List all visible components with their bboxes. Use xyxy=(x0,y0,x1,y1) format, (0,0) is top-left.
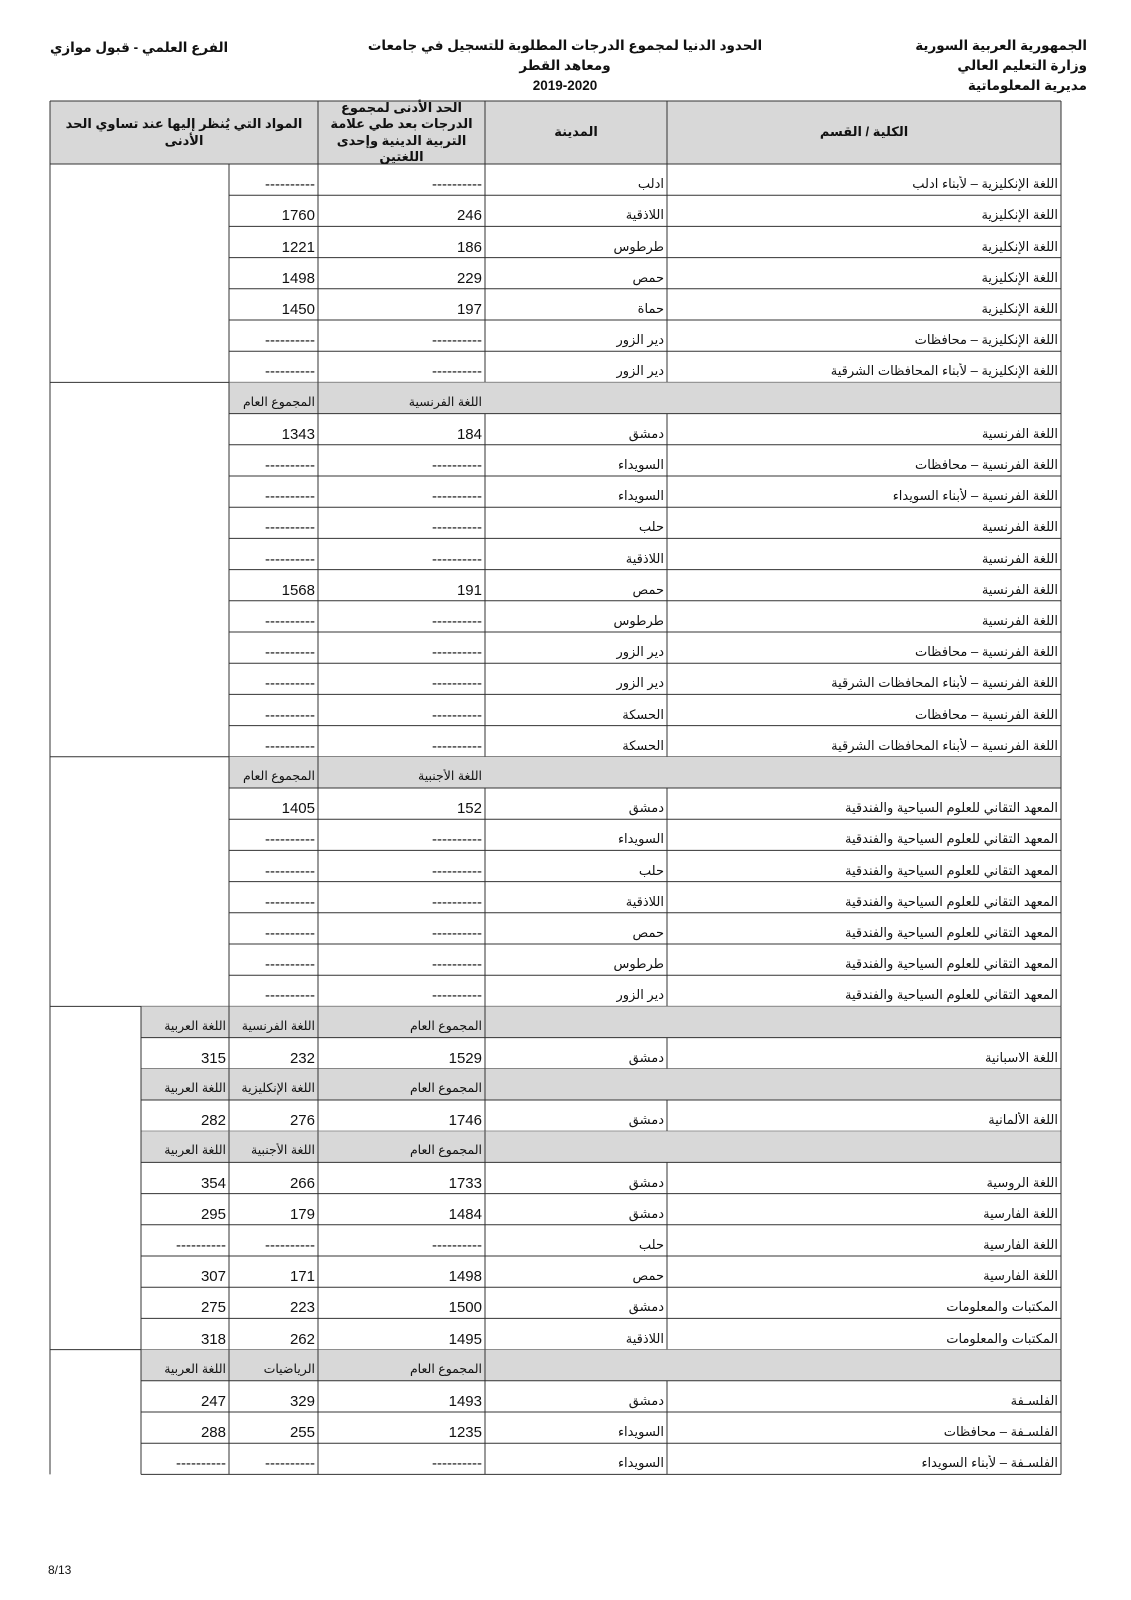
subheader-label: المجموع العام xyxy=(409,1081,482,1095)
city-cell: طرطوس xyxy=(613,613,664,628)
score-cell: ---------- xyxy=(265,925,315,942)
faculty-cell: اللغة الفرنسية – محافظات xyxy=(914,457,1058,472)
score-cell: ---------- xyxy=(432,488,482,506)
subheader-label: المجموع العام xyxy=(409,1143,482,1158)
score-cell: 246 xyxy=(456,207,482,225)
faculty-cell: اللغة الفرنسية xyxy=(981,519,1058,535)
score-cell: ---------- xyxy=(265,675,315,693)
score-cell: ---------- xyxy=(265,862,315,880)
score-cell: ---------- xyxy=(265,519,315,537)
score-cell: 315 xyxy=(200,1049,226,1067)
score-cell: ---------- xyxy=(432,332,482,350)
score-cell: ---------- xyxy=(265,987,315,1005)
score-cell: ---------- xyxy=(432,893,482,911)
score-cell: 1405 xyxy=(281,800,315,818)
city-cell: السويداء xyxy=(617,457,664,472)
score-cell: ---------- xyxy=(265,1237,315,1254)
score-cell: ---------- xyxy=(432,519,482,537)
faculty-cell: اللغة الإنكليزية xyxy=(981,238,1058,254)
title-text: الحدود الدنيا لمجموع الدرجات المطلوبة للتسجيل في جامعات ومعاهد القطر xyxy=(367,38,763,73)
score-cell: ---------- xyxy=(265,893,315,911)
score-cell: 152 xyxy=(456,800,482,818)
score-cell: ---------- xyxy=(176,1237,226,1254)
city-cell: دير الزور xyxy=(616,675,664,691)
score-cell: 318 xyxy=(200,1330,226,1348)
score-cell: 1495 xyxy=(448,1330,482,1348)
faculty-cell: المعهد التقاني للعلوم السياحية والفندقية xyxy=(845,925,1058,940)
subheader-label: اللغة الأجنبية xyxy=(418,769,482,783)
score-cell: 179 xyxy=(289,1205,315,1223)
faculty-cell: اللغة الفرنسية xyxy=(981,550,1058,566)
faculty-cell: اللغة الفارسية xyxy=(983,1237,1058,1252)
score-cell: 197 xyxy=(456,301,482,318)
city-cell: الحسكة xyxy=(622,737,664,753)
score-cell: 1498 xyxy=(281,269,315,287)
city-cell: حمص xyxy=(632,1268,664,1284)
score-cell: ---------- xyxy=(432,457,482,474)
score-cell: ---------- xyxy=(265,550,315,568)
faculty-cell: اللغة الاسبانية xyxy=(984,1049,1058,1065)
city-cell: دمشق xyxy=(628,800,664,816)
score-cell: 295 xyxy=(200,1205,226,1223)
city-cell: السويداء xyxy=(617,831,664,847)
city-cell: ادلب xyxy=(637,176,664,192)
header-branch: الفرع العلمي - قبول موازي xyxy=(50,40,229,55)
city-cell: دمشق xyxy=(628,1049,664,1065)
faculty-cell: المعهد التقاني للعلوم السياحية والفندقية xyxy=(845,831,1058,847)
faculty-cell: المكتبات والمعلومات xyxy=(946,1330,1058,1346)
score-cell: ---------- xyxy=(432,1237,482,1254)
header-subjects: المواد التي يُنظر إليها عند تساوي الحد الأدنى xyxy=(65,116,303,148)
score-cell: 1450 xyxy=(281,301,315,318)
score-cell: ---------- xyxy=(432,706,482,724)
city-cell: الحسكة xyxy=(622,706,664,722)
faculty-cell: اللغة الفرنسية – لأبناء المحافظات الشرقية xyxy=(831,737,1058,753)
header-ministry-name: وزارة التعليم العالي xyxy=(957,58,1087,73)
faculty-cell: اللغة الإنكليزية – لأبناء المحافظات الشرقية xyxy=(830,363,1058,379)
score-cell: 1500 xyxy=(448,1299,482,1317)
score-cell: ---------- xyxy=(432,737,482,755)
city-cell: دير الزور xyxy=(616,987,664,1003)
subheader-label: الرياضيات xyxy=(263,1361,315,1376)
faculty-cell: الفلسـفة xyxy=(1010,1393,1058,1408)
header-city: المدينة xyxy=(554,124,598,140)
faculty-cell: المعهد التقاني للعلوم السياحية والفندقية xyxy=(845,862,1058,878)
city-cell: دمشق xyxy=(628,1112,664,1128)
score-cell: 288 xyxy=(200,1424,226,1442)
score-cell: 307 xyxy=(200,1268,226,1286)
city-cell: دمشق xyxy=(628,1299,664,1315)
score-cell: 1235 xyxy=(448,1424,482,1442)
city-cell: اللاذقية xyxy=(625,550,664,566)
faculty-cell: الفلسـفة – محافظات xyxy=(943,1424,1058,1440)
faculty-cell: اللغة الإنكليزية xyxy=(981,207,1058,223)
score-cell: ---------- xyxy=(265,176,315,194)
score-cell: ---------- xyxy=(432,550,482,568)
score-cell: ---------- xyxy=(176,1455,226,1473)
faculty-cell: المعهد التقاني للعلوم السياحية والفندقية xyxy=(845,800,1058,816)
subheader-label: اللغة الفرنسية xyxy=(408,394,482,409)
city-cell: حلب xyxy=(638,862,664,878)
score-cell: 171 xyxy=(289,1268,315,1286)
score-cell: 1484 xyxy=(448,1205,482,1223)
faculty-cell: المكتبات والمعلومات xyxy=(946,1299,1058,1315)
subheader-label: اللغة الأجنبية xyxy=(251,1143,315,1158)
city-cell: حمص xyxy=(632,269,664,285)
city-cell: حمص xyxy=(632,925,664,940)
faculty-cell: اللغة الفرنسية – لأبناء السويداء xyxy=(892,488,1058,504)
title-year: 2019-2020 xyxy=(532,78,598,93)
score-cell: ---------- xyxy=(432,862,482,880)
subheader-label: المجموع العام xyxy=(409,1018,482,1033)
score-cell: ---------- xyxy=(432,363,482,381)
score-cell: 1568 xyxy=(281,581,315,599)
score-cell: 1343 xyxy=(281,425,315,443)
city-cell: حلب xyxy=(638,519,664,535)
city-cell: حمص xyxy=(632,581,664,597)
faculty-cell: اللغة الفرنسية xyxy=(981,425,1058,441)
city-cell: اللاذقية xyxy=(625,1330,664,1346)
city-cell: دمشق xyxy=(628,425,664,441)
header-country: الجمهورية العربية السورية xyxy=(915,38,1087,53)
faculty-cell: اللغة الفرنسية xyxy=(981,613,1058,628)
score-cell: 1746 xyxy=(448,1112,482,1130)
score-cell: ---------- xyxy=(432,176,482,194)
score-cell: 1760 xyxy=(281,207,315,225)
city-cell: دمشق xyxy=(628,1393,664,1408)
faculty-cell: اللغة الفارسية xyxy=(983,1268,1058,1284)
faculty-cell: اللغة الألمانية xyxy=(988,1112,1058,1128)
score-cell: 276 xyxy=(289,1112,315,1130)
score-cell: 255 xyxy=(289,1424,315,1442)
score-cell: 329 xyxy=(289,1393,315,1410)
city-cell: حلب xyxy=(638,1237,664,1252)
score-cell: 186 xyxy=(456,238,482,256)
score-cell: 1733 xyxy=(448,1174,482,1192)
score-cell: 354 xyxy=(200,1174,226,1192)
page-number: 8/13 xyxy=(48,1563,72,1577)
score-cell: ---------- xyxy=(432,831,482,849)
score-cell: 232 xyxy=(289,1049,315,1067)
faculty-cell: اللغة الفرنسية – لأبناء المحافظات الشرقية xyxy=(831,675,1058,691)
subheader-label: اللغة العربية xyxy=(164,1143,226,1158)
score-cell: ---------- xyxy=(265,956,315,974)
score-cell: ---------- xyxy=(432,956,482,974)
header-directorate: مديرية المعلوماتية xyxy=(967,78,1087,93)
subheader-label: المجموع العام xyxy=(242,394,315,409)
city-cell: دير الزور xyxy=(616,332,664,348)
score-cell: ---------- xyxy=(265,706,315,724)
faculty-cell: المعهد التقاني للعلوم السياحية والفندقية xyxy=(845,987,1058,1003)
score-cell: ---------- xyxy=(265,332,315,350)
faculty-cell: اللغة الإنكليزية xyxy=(981,269,1058,285)
score-cell: 191 xyxy=(456,581,482,599)
city-cell: السويداء xyxy=(617,488,664,504)
score-cell: ---------- xyxy=(265,644,315,662)
subheader-label: المجموع العام xyxy=(409,1361,482,1376)
faculty-cell: اللغة الإنكليزية xyxy=(981,301,1058,316)
score-cell: ---------- xyxy=(432,925,482,942)
city-cell: اللاذقية xyxy=(625,207,664,223)
subheader-label: اللغة الفرنسية xyxy=(241,1018,315,1033)
faculty-cell: الفلسـفة – لأبناء السويداء xyxy=(921,1455,1058,1471)
city-cell: دمشق xyxy=(628,1205,664,1221)
faculty-cell: اللغة الإنكليزية – لأبناء ادلب xyxy=(912,176,1058,192)
score-cell: 275 xyxy=(200,1299,226,1317)
city-cell: دير الزور xyxy=(616,644,664,660)
faculty-cell: اللغة الروسية xyxy=(986,1174,1058,1190)
score-cell: ---------- xyxy=(265,457,315,474)
score-cell: ---------- xyxy=(432,644,482,662)
score-cell: 247 xyxy=(200,1393,226,1410)
faculty-cell: اللغة الفرنسية – محافظات xyxy=(914,706,1058,722)
score-cell: ---------- xyxy=(265,737,315,755)
city-cell: حماة xyxy=(637,301,664,316)
score-cell: ---------- xyxy=(432,675,482,693)
score-cell: 1221 xyxy=(281,238,315,256)
city-cell: اللاذقية xyxy=(625,893,664,909)
score-cell: ---------- xyxy=(432,613,482,630)
city-cell: دمشق xyxy=(628,1174,664,1190)
faculty-cell: اللغة الفرنسية xyxy=(981,581,1058,597)
city-cell: السويداء xyxy=(617,1424,664,1440)
subheader-label: اللغة العربية xyxy=(164,1018,226,1033)
subheader-label: اللغة العربية xyxy=(164,1081,226,1095)
score-cell: 1498 xyxy=(448,1268,482,1286)
score-cell: ---------- xyxy=(265,613,315,630)
score-cell: 184 xyxy=(456,425,482,443)
score-cell: ---------- xyxy=(265,363,315,381)
score-cell: ---------- xyxy=(265,831,315,849)
score-cell: 1529 xyxy=(448,1049,482,1067)
city-cell: دير الزور xyxy=(616,363,664,379)
city-cell: طرطوس xyxy=(613,238,664,254)
city-cell: السويداء xyxy=(617,1455,664,1471)
score-cell: 1493 xyxy=(448,1393,482,1410)
score-cell: ---------- xyxy=(265,488,315,506)
score-cell: 282 xyxy=(200,1112,226,1130)
subheader-label: اللغة الإنكليزية xyxy=(241,1081,315,1095)
score-cell: 266 xyxy=(289,1174,315,1192)
score-cell: ---------- xyxy=(432,987,482,1005)
score-cell: 223 xyxy=(289,1299,315,1317)
faculty-cell: اللغة الإنكليزية – محافظات xyxy=(914,332,1058,348)
faculty-cell: المعهد التقاني للعلوم السياحية والفندقية xyxy=(845,956,1058,972)
score-cell: ---------- xyxy=(432,1455,482,1473)
subheader-label: اللغة العربية xyxy=(164,1361,226,1376)
header-min-total: الحد الأدنى لمجموع الدرجات بعد طي علامة التربية الدينية وإحدى اللغتين xyxy=(330,100,473,164)
faculty-cell: اللغة الفارسية xyxy=(983,1205,1058,1221)
faculty-cell: المعهد التقاني للعلوم السياحية والفندقية xyxy=(845,893,1058,909)
subheader-label: المجموع العام xyxy=(242,769,315,783)
faculty-cell: اللغة الفرنسية – محافظات xyxy=(914,644,1058,660)
score-cell: ---------- xyxy=(265,1455,315,1473)
header-faculty: الكلية / القسم xyxy=(819,124,909,140)
score-cell: 229 xyxy=(456,269,482,287)
city-cell: طرطوس xyxy=(613,956,664,972)
score-cell: 262 xyxy=(289,1330,315,1348)
